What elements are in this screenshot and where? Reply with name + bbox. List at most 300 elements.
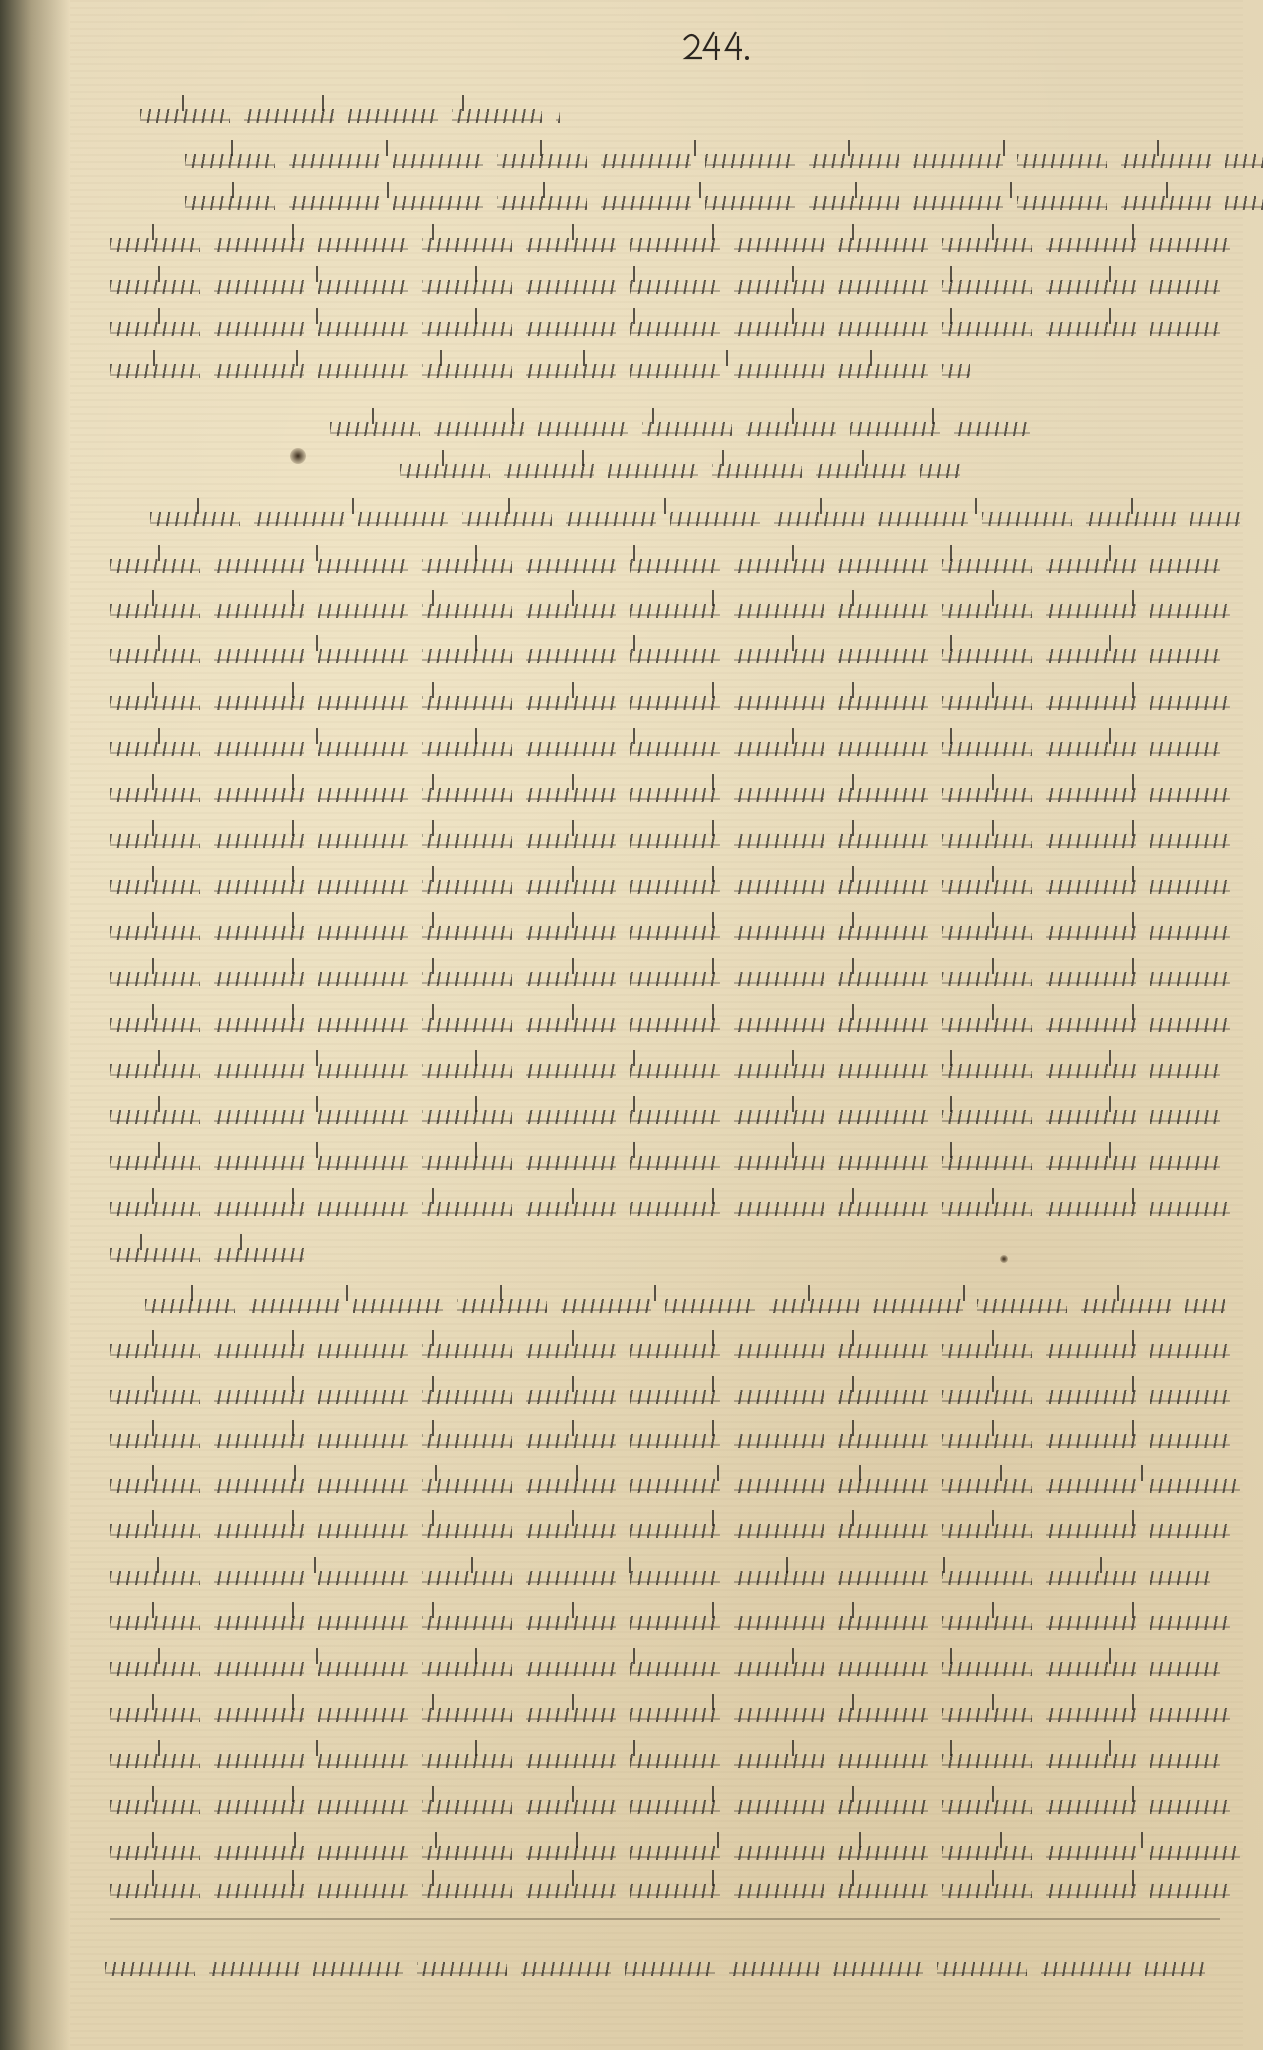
ascender-stroke (870, 350, 872, 366)
ascender-stroke (712, 1602, 714, 1618)
handwriting-strokes (110, 649, 1220, 663)
ascender-stroke (158, 1648, 160, 1664)
ascender-stroke (932, 408, 934, 424)
ascender-stroke (158, 1096, 160, 1112)
ascender-stroke (633, 545, 635, 561)
ascender-stroke (432, 590, 434, 606)
ascender-stroke (440, 350, 442, 366)
ascender-stroke (726, 350, 728, 366)
handwriting-strokes (110, 1754, 1220, 1768)
handwriting-strokes (140, 109, 560, 123)
ascender-stroke (992, 1510, 994, 1526)
ascender-stroke (992, 1602, 994, 1618)
manuscript-line (110, 1786, 1230, 1826)
ascender-stroke (316, 1740, 318, 1756)
ascender-stroke (296, 350, 298, 366)
ascender-stroke (1141, 1832, 1143, 1848)
ascender-stroke (158, 1740, 160, 1756)
ascender-stroke (717, 1832, 719, 1848)
ascender-stroke (1132, 1330, 1134, 1346)
manuscript-line (110, 1420, 1230, 1460)
ascender-stroke (152, 1602, 154, 1618)
ascender-stroke (152, 1694, 154, 1710)
manuscript-line (110, 224, 1230, 264)
ascender-stroke (512, 408, 514, 424)
ascender-stroke (1132, 774, 1134, 790)
manuscript-line (110, 590, 1230, 630)
ascender-stroke (352, 498, 354, 514)
ascender-stroke (664, 498, 666, 514)
ascender-stroke (152, 1832, 154, 1848)
handwriting-strokes (110, 1800, 1230, 1814)
ascender-stroke (654, 1285, 656, 1301)
ascender-stroke (572, 224, 574, 240)
ascender-stroke (633, 635, 635, 651)
ascender-stroke (572, 1188, 574, 1204)
ascender-stroke (992, 774, 994, 790)
ascender-stroke (316, 266, 318, 282)
ascender-stroke (792, 1648, 794, 1664)
ascender-stroke (292, 1786, 294, 1802)
ascender-stroke (572, 1330, 574, 1346)
ascender-stroke (152, 866, 154, 882)
ascender-stroke (432, 1330, 434, 1346)
ascender-stroke (712, 682, 714, 698)
ascender-stroke (852, 224, 854, 240)
ascender-stroke (292, 1510, 294, 1526)
ascender-stroke (432, 1004, 434, 1020)
ascender-stroke (292, 1188, 294, 1204)
ascender-stroke (314, 1557, 316, 1573)
ascender-stroke (992, 682, 994, 698)
ascender-stroke (158, 1142, 160, 1158)
ascender-stroke (1109, 1142, 1111, 1158)
manuscript-line (110, 1050, 1220, 1090)
ascender-stroke (992, 1420, 994, 1436)
ascender-stroke (712, 590, 714, 606)
ascender-stroke (852, 1330, 854, 1346)
manuscript-line (110, 350, 970, 390)
handwriting-strokes (110, 742, 1220, 756)
ascender-stroke (140, 1234, 142, 1250)
ascender-stroke (992, 866, 994, 882)
ascender-stroke (572, 1694, 574, 1710)
manuscript-line (110, 545, 1220, 585)
ascender-stroke (292, 820, 294, 836)
ascender-stroke (1132, 1694, 1134, 1710)
ascender-stroke (572, 1510, 574, 1526)
ascender-stroke (500, 1285, 502, 1301)
ascender-stroke (316, 545, 318, 561)
manuscript-line (110, 1510, 1230, 1550)
page-number-glyphs (680, 28, 750, 62)
ascender-stroke (786, 1557, 788, 1573)
handwriting-strokes (185, 196, 1263, 210)
manuscript-line (110, 1142, 1220, 1182)
ascender-stroke (1157, 140, 1159, 156)
ascender-stroke (1132, 1870, 1134, 1886)
ascender-stroke (848, 140, 850, 156)
ascender-stroke (1132, 1602, 1134, 1618)
manuscript-line (110, 1330, 1230, 1370)
handwriting-strokes (110, 834, 1230, 848)
manuscript-line (110, 1832, 1240, 1872)
ascender-stroke (316, 728, 318, 744)
manuscript-line (185, 182, 1263, 222)
handwriting-strokes (150, 512, 1240, 526)
ascender-stroke (712, 774, 714, 790)
handwriting-strokes (400, 464, 960, 478)
ascender-stroke (712, 1786, 714, 1802)
ascender-stroke (712, 224, 714, 240)
ascender-stroke (852, 590, 854, 606)
ascender-stroke (435, 1465, 437, 1481)
ascender-stroke (792, 635, 794, 651)
ascender-stroke (1010, 182, 1012, 198)
ascender-stroke (1132, 820, 1134, 836)
ascender-stroke (633, 1740, 635, 1756)
ascender-stroke (633, 728, 635, 744)
ascender-stroke (992, 1870, 994, 1886)
handwriting-strokes (110, 1479, 1240, 1493)
ascender-stroke (386, 140, 388, 156)
ascender-stroke (432, 1602, 434, 1618)
ascender-stroke (992, 912, 994, 928)
manuscript-line (140, 95, 560, 135)
ascender-stroke (232, 182, 234, 198)
ascender-stroke (432, 1376, 434, 1392)
ascender-stroke (152, 774, 154, 790)
ascender-stroke (231, 140, 233, 156)
manuscript-line (110, 1004, 1230, 1044)
ascender-stroke (1132, 590, 1134, 606)
manuscript-line (110, 682, 1230, 722)
ascender-stroke (158, 728, 160, 744)
manuscript-line (110, 1740, 1220, 1780)
manuscript-line (110, 1602, 1230, 1642)
ascender-stroke (633, 1142, 635, 1158)
ascender-stroke (152, 590, 154, 606)
ascender-stroke (152, 1870, 154, 1886)
ascender-stroke (582, 450, 584, 466)
ascender-stroke (808, 1285, 810, 1301)
ascender-stroke (950, 266, 952, 282)
ascender-stroke (475, 1050, 477, 1066)
ascender-stroke (1109, 266, 1111, 282)
ascender-stroke (152, 912, 154, 928)
handwriting-strokes (110, 1884, 1230, 1898)
ascender-stroke (712, 1420, 714, 1436)
ascender-stroke (475, 1142, 477, 1158)
ascender-stroke (292, 224, 294, 240)
ascender-stroke (152, 1786, 154, 1802)
ascender-stroke (1131, 498, 1133, 514)
ascender-stroke (583, 350, 585, 366)
ascender-stroke (852, 774, 854, 790)
manuscript-line (110, 1234, 310, 1274)
ascender-stroke (572, 1004, 574, 1020)
ascender-stroke (432, 820, 434, 836)
ascender-stroke (152, 820, 154, 836)
ascender-stroke (240, 1234, 242, 1250)
ascender-stroke (722, 450, 724, 466)
handwriting-strokes (110, 788, 1230, 802)
handwriting-strokes (110, 238, 1230, 252)
ascender-stroke (694, 140, 696, 156)
ascender-stroke (292, 912, 294, 928)
ascender-stroke (712, 820, 714, 836)
ascender-stroke (852, 1786, 854, 1802)
ascender-stroke (712, 1510, 714, 1526)
ascender-stroke (576, 1465, 578, 1481)
ascender-stroke (633, 1648, 635, 1664)
manuscript-line (110, 266, 1220, 306)
ascender-stroke (1132, 958, 1134, 974)
ascender-stroke (633, 1096, 635, 1112)
ascender-stroke (372, 408, 374, 424)
ascender-stroke (852, 958, 854, 974)
manuscript-line (110, 728, 1220, 768)
handwriting-strokes (110, 280, 1220, 294)
ascender-stroke (629, 1557, 631, 1573)
ascender-stroke (432, 1694, 434, 1710)
ascender-stroke (633, 266, 635, 282)
manuscript-line (110, 1188, 1230, 1228)
ascender-stroke (852, 1602, 854, 1618)
ascender-stroke (1003, 140, 1005, 156)
ascender-stroke (950, 545, 952, 561)
handwriting-strokes (110, 972, 1230, 986)
handwriting-strokes (110, 1434, 1230, 1448)
ascender-stroke (852, 1694, 854, 1710)
ascender-stroke (475, 545, 477, 561)
ascender-stroke (1132, 1420, 1134, 1436)
ascender-stroke (152, 1188, 154, 1204)
handwriting-strokes (110, 1064, 1220, 1078)
ascender-stroke (292, 1376, 294, 1392)
handwriting-strokes (330, 422, 1030, 436)
ascender-stroke (1117, 1285, 1119, 1301)
ascender-stroke (852, 912, 854, 928)
handwriting-strokes (110, 1390, 1230, 1404)
ascender-stroke (1000, 1832, 1002, 1848)
ascender-stroke (432, 682, 434, 698)
manuscript-line (110, 958, 1230, 998)
ascender-stroke (943, 1557, 945, 1573)
ascender-stroke (992, 224, 994, 240)
ascender-stroke (852, 1188, 854, 1204)
ascender-stroke (432, 912, 434, 928)
ascender-stroke (152, 1330, 154, 1346)
ascender-stroke (572, 820, 574, 836)
manuscript-line (110, 820, 1230, 860)
ascender-stroke (158, 1050, 160, 1066)
ascender-stroke (432, 1188, 434, 1204)
ascender-stroke (1132, 1188, 1134, 1204)
ascender-stroke (792, 545, 794, 561)
ascender-stroke (316, 635, 318, 651)
ascender-stroke (292, 958, 294, 974)
ascender-stroke (992, 1330, 994, 1346)
ascender-stroke (1109, 308, 1111, 324)
ascender-stroke (712, 1376, 714, 1392)
ascender-stroke (992, 958, 994, 974)
ascender-stroke (950, 308, 952, 324)
ascender-stroke (1109, 1050, 1111, 1066)
ascender-stroke (294, 1465, 296, 1481)
ascender-stroke (432, 1420, 434, 1436)
handwriting-strokes (110, 364, 970, 378)
ascender-stroke (572, 774, 574, 790)
ascender-stroke (191, 1285, 193, 1301)
ascender-stroke (633, 1050, 635, 1066)
ascender-stroke (152, 224, 154, 240)
ascender-stroke (432, 774, 434, 790)
ascender-stroke (432, 958, 434, 974)
manuscript-line (110, 1648, 1220, 1688)
ascender-stroke (950, 1050, 952, 1066)
ascender-stroke (792, 1142, 794, 1158)
ascender-stroke (992, 1694, 994, 1710)
ascender-stroke (1000, 1465, 1002, 1481)
ascender-stroke (316, 1142, 318, 1158)
handwriting-strokes (110, 1018, 1230, 1032)
manuscript-line (400, 450, 960, 490)
ascender-stroke (572, 866, 574, 882)
ascender-stroke (158, 545, 160, 561)
ascender-stroke (1109, 1740, 1111, 1756)
ascender-stroke (153, 350, 155, 366)
ascender-stroke (572, 1420, 574, 1436)
ascender-stroke (950, 635, 952, 651)
handwriting-strokes (110, 1524, 1230, 1538)
handwriting-strokes (110, 696, 1230, 710)
ascender-stroke (322, 95, 324, 111)
manuscript-line (110, 912, 1230, 952)
ascender-stroke (792, 1740, 794, 1756)
ascender-stroke (712, 1188, 714, 1204)
ascender-stroke (432, 224, 434, 240)
ascender-stroke (852, 1004, 854, 1020)
ascender-stroke (152, 1510, 154, 1526)
ascender-stroke (1132, 1786, 1134, 1802)
manuscript-line (330, 408, 1030, 448)
ascender-stroke (152, 958, 154, 974)
ascender-stroke (475, 1648, 477, 1664)
handwriting-strokes (110, 1571, 1210, 1585)
ascender-stroke (1109, 1096, 1111, 1112)
ascender-stroke (576, 1832, 578, 1848)
manuscript-line (150, 498, 1240, 538)
ascender-stroke (572, 1870, 574, 1886)
ascender-stroke (442, 450, 444, 466)
handwriting-strokes (110, 880, 1230, 894)
manuscript-line (110, 774, 1230, 814)
ink-blot (1000, 1255, 1008, 1263)
ascender-stroke (197, 498, 199, 514)
ascender-stroke (475, 308, 477, 324)
ascender-stroke (852, 1376, 854, 1392)
handwriting-strokes (110, 604, 1230, 618)
ascender-stroke (152, 1376, 154, 1392)
ascender-stroke (852, 866, 854, 882)
ascender-stroke (992, 1188, 994, 1204)
ascender-stroke (152, 1004, 154, 1020)
ascender-stroke (572, 1786, 574, 1802)
ascender-stroke (975, 498, 977, 514)
ascender-stroke (712, 1330, 714, 1346)
ascender-stroke (950, 1142, 952, 1158)
ascender-stroke (572, 590, 574, 606)
ascender-stroke (158, 308, 160, 324)
ascender-stroke (387, 182, 389, 198)
ascender-stroke (1109, 635, 1111, 651)
handwriting-strokes (105, 1962, 1205, 1976)
ascender-stroke (1132, 224, 1134, 240)
handwriting-strokes (145, 1299, 1225, 1313)
ascender-stroke (712, 958, 714, 974)
handwriting-strokes (110, 1616, 1230, 1630)
ascender-stroke (346, 1285, 348, 1301)
handwriting-strokes (110, 1846, 1240, 1860)
manuscript-line (110, 1557, 1210, 1597)
manuscript-line (110, 866, 1230, 906)
ascender-stroke (792, 308, 794, 324)
handwriting-strokes (110, 926, 1230, 940)
ascender-stroke (462, 95, 464, 111)
ascender-stroke (543, 182, 545, 198)
ascender-stroke (292, 1694, 294, 1710)
ascender-stroke (699, 182, 701, 198)
ascender-stroke (572, 958, 574, 974)
ascender-stroke (852, 1870, 854, 1886)
ascender-stroke (292, 866, 294, 882)
handwriting-strokes (110, 559, 1220, 573)
ascender-stroke (182, 95, 184, 111)
handwriting-strokes (110, 1344, 1230, 1358)
ascender-stroke (992, 590, 994, 606)
ascender-stroke (292, 1602, 294, 1618)
handwriting-strokes (185, 154, 1263, 168)
ascender-stroke (432, 1786, 434, 1802)
manuscript-line (110, 1870, 1230, 1910)
ascender-stroke (792, 1096, 794, 1112)
ascender-stroke (316, 1648, 318, 1664)
ascender-stroke (852, 820, 854, 836)
ascender-stroke (1166, 182, 1168, 198)
ascender-stroke (475, 1740, 477, 1756)
ascender-stroke (712, 912, 714, 928)
manuscript-line (110, 1096, 1220, 1136)
ascender-stroke (859, 1832, 861, 1848)
ascender-stroke (1132, 682, 1134, 698)
ascender-stroke (855, 182, 857, 198)
ascender-stroke (792, 728, 794, 744)
ascender-stroke (432, 866, 434, 882)
ascender-stroke (992, 1786, 994, 1802)
footnote-line (105, 1948, 1205, 1988)
manuscript-line (110, 1465, 1240, 1505)
ascender-stroke (852, 682, 854, 698)
ascender-stroke (633, 308, 635, 324)
ascender-stroke (950, 1740, 952, 1756)
ascender-stroke (316, 1050, 318, 1066)
ascender-stroke (157, 1557, 159, 1573)
ascender-stroke (152, 682, 154, 698)
ascender-stroke (475, 1096, 477, 1112)
ascender-stroke (1109, 728, 1111, 744)
ascender-stroke (859, 1465, 861, 1481)
